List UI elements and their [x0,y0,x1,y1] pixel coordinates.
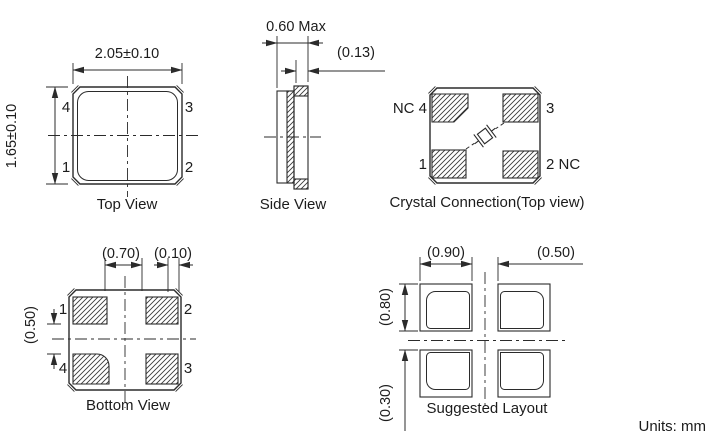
bottom-view-pin-1: 1 [58,301,68,318]
suggested-layout-caption: Suggested Layout [426,400,548,417]
bottom-view-gap-extension-lines [105,258,142,291]
crystal-connection-label-1: 1 [418,156,427,173]
bottom-view-pin-3: 3 [183,360,193,377]
bottom-view-pad-3 [146,354,178,384]
bottom-view-edge-extension-lines [168,258,179,292]
side-view-thickness-dimension-text: 0.60 Max [266,19,326,35]
layout-pad-top-left-inner [427,292,470,329]
top-view-height-dimension-text: 1.65±0.10 [4,103,20,169]
crystal-connection-view [389,86,584,211]
suggested-layout [378,245,583,431]
side-view-lid-dimension-text: (0.13) [337,45,375,61]
side-view-lid-outline [294,86,308,189]
bottom-view-gap-dimension-text: (0.70) [102,246,140,262]
bottom-view-edge-dimension-text: (0.10) [154,246,192,262]
bottom-view-caption: Bottom View [86,397,170,414]
bottom-view-pin-2: 2 [183,301,193,318]
crystal-connection-pad-1 [432,150,466,178]
side-view-bottom-terminal [294,179,308,189]
top-view-pin-1: 1 [61,159,71,176]
side-view [260,19,385,213]
bottom-view-vgap-dimension-text: (0.50) [23,306,39,344]
units-label: Units: mm [638,418,706,435]
crystal-connection-label-3: 3 [546,100,555,117]
bottom-view-pin-4: 4 [58,360,68,377]
bottom-view-pad-1 [73,297,107,324]
layout-pad-width-dimension-text: (0.90) [427,245,465,261]
layout-pad-bottom-right-inner [501,353,544,390]
crystal-connection-label-2nc: 2 NC [546,156,581,173]
bottom-view-pad-4 [73,354,109,384]
top-view-width-dimension-text: 2.05±0.10 [94,46,160,62]
bottom-view-pad-2 [146,297,178,324]
layout-pad-height-dimension-text: (0.80) [378,288,394,326]
layout-pad-top-right-inner [501,292,544,329]
top-view-pin-2: 2 [184,159,194,176]
top-view-caption: Top View [96,196,158,213]
top-view-pin-4: 4 [61,99,71,116]
bottom-view [23,246,196,414]
crystal-connection-caption: Crystal Connection(Top view) [389,194,585,211]
side-view-top-terminal [294,86,308,96]
side-view-caption: Side View [259,196,327,213]
layout-vgap-dimension-text: (0.30) [378,384,394,422]
side-view-thickness-extension-lines [277,36,308,88]
top-view [4,46,198,213]
layout-pad-bottom-left-inner [427,353,470,390]
top-view-pin-3: 3 [184,99,194,116]
crystal-connection-pad-2 [503,151,538,178]
crystal-connection-pad-3 [503,94,538,122]
crystal-connection-label-nc4: NC 4 [392,100,427,117]
layout-gap-dimension-text: (0.50) [537,245,575,261]
